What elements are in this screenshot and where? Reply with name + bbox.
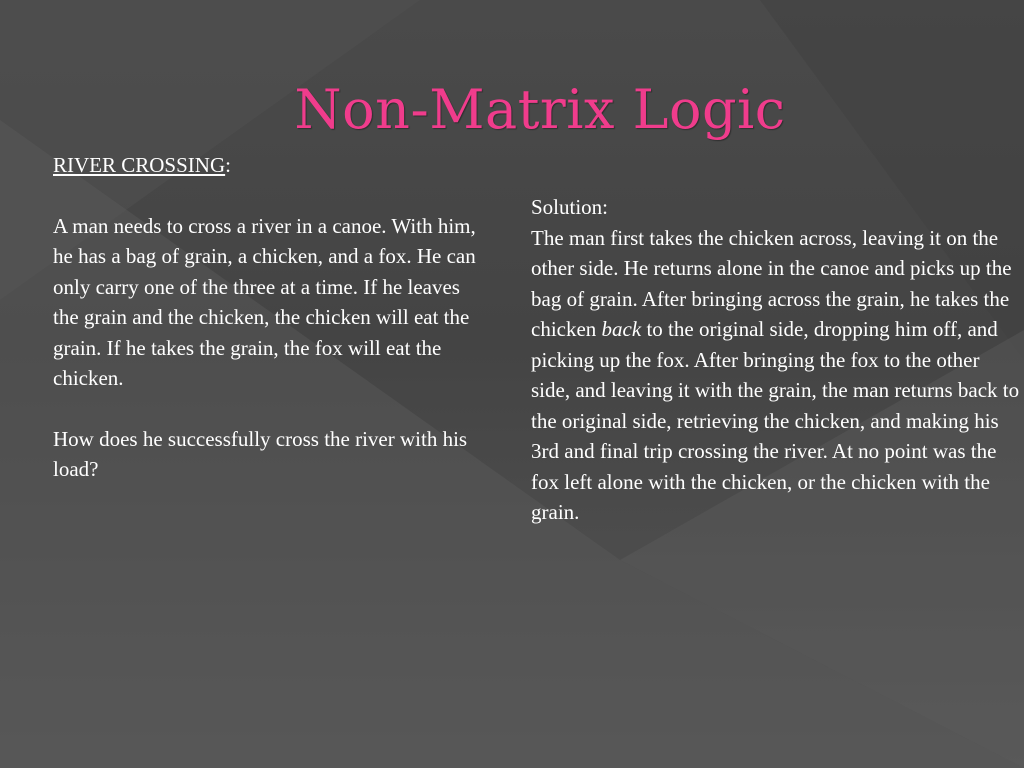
problem-heading-text: RIVER CROSSING — [53, 153, 226, 177]
solution-text-part2: to the original side, dropping him off, and picking up the fox. After bringing the fox to the other side, and leaving it with the grain, the man returns back to the original side, retrieving the chicken, and making his 3rd and final trip crossing the river. At no point was the fox left alone with the chicken, or the chicken with the grain. — [531, 317, 1020, 524]
problem-column — [53, 150, 478, 515]
problem-question: How does he successfully cross the river with his load? — [53, 426, 468, 481]
problem-heading-colon: : — [225, 153, 231, 177]
problem-heading — [53, 150, 478, 181]
solution-label: Solution: — [531, 195, 609, 219]
solution-text — [531, 223, 1021, 528]
solution-column — [531, 192, 1021, 528]
slide-title: Non-Matrix Logic — [294, 78, 786, 141]
solution-text-emphasis: back — [601, 317, 642, 341]
problem-text: A man needs to cross a river in a canoe. With him, he has a bag of grain, a chicken, and a fox. He can only carry one of the three at a time. If he leaves the grain and the chicken, the chicken will eat the grain. If he takes the grain, the fox will eat the chicken. — [53, 213, 476, 390]
solution-text-part1: The man first takes the chicken across, leaving it on the other side. He returns alone in the canoe and picks up the bag of grain. After bringing across the grain, he takes the chicken — [531, 225, 1012, 341]
